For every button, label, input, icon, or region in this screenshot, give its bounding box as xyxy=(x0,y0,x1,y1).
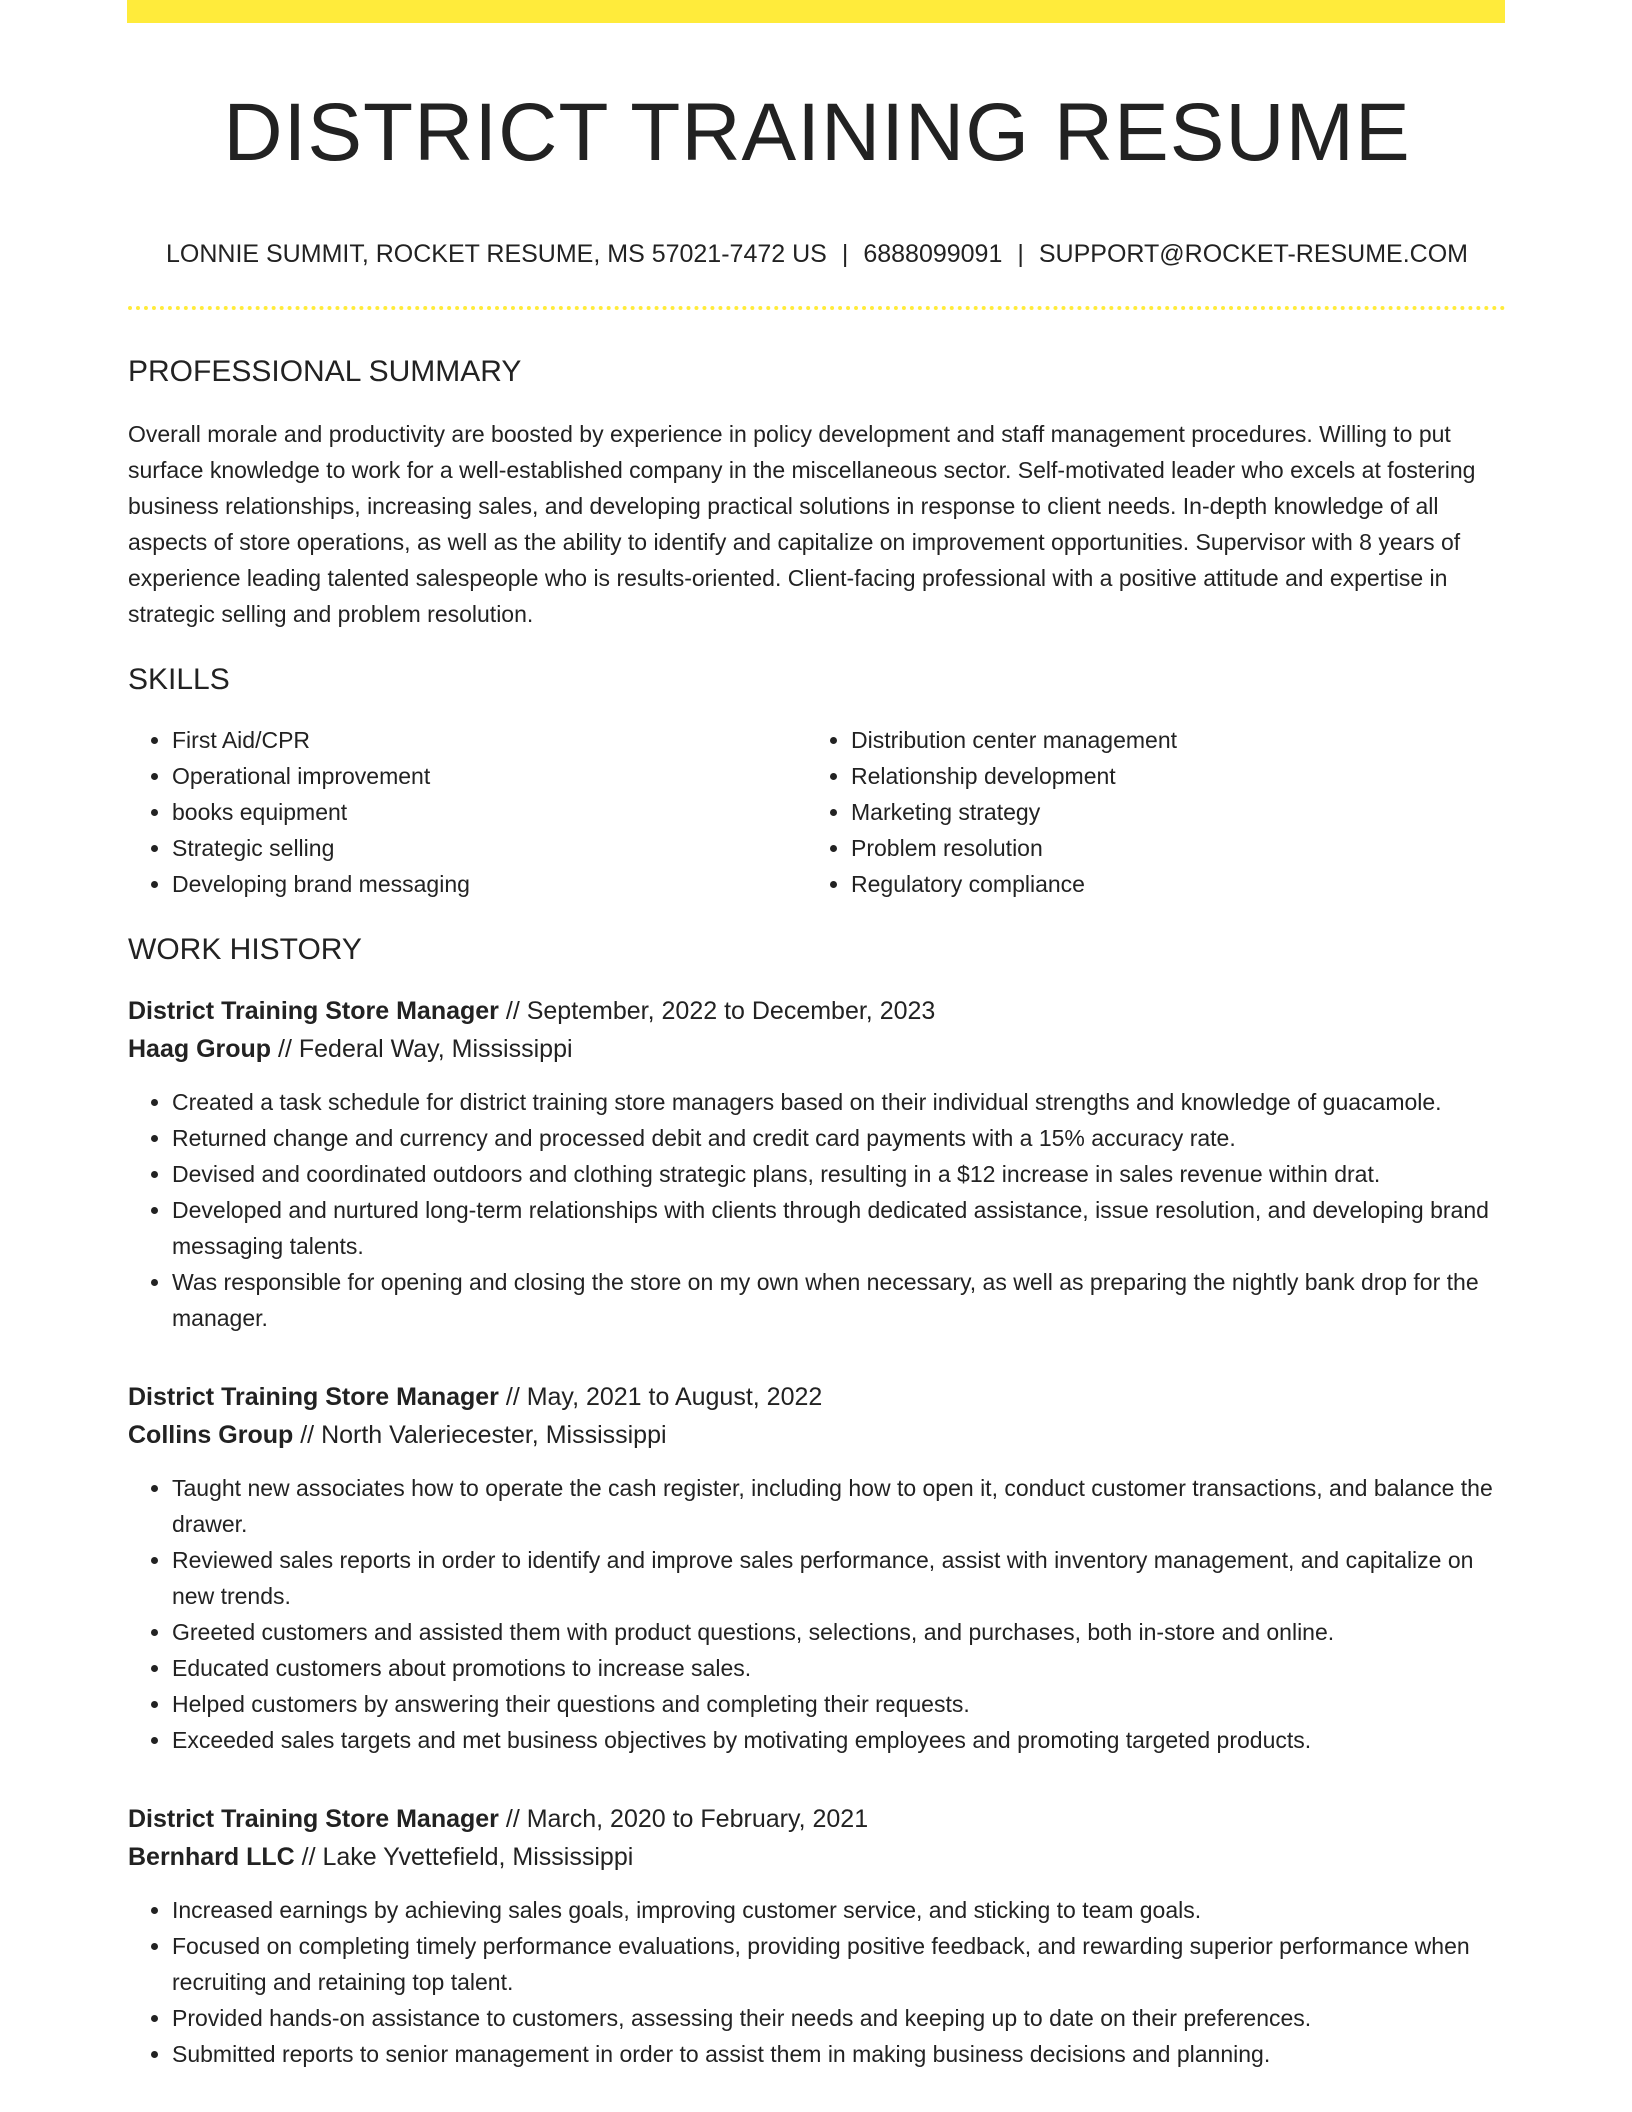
job-bullet: • Increased earnings by achieving sales goals, improving customer service, and sticking to team goals. xyxy=(172,1892,1506,1928)
skill-item: • Distribution center management xyxy=(851,722,1486,758)
contact-email: SUPPORT@ROCKET-RESUME.COM xyxy=(1038,240,1469,268)
job-title-line xyxy=(128,1800,1506,1838)
job-title: District Training Store Manager xyxy=(128,1383,499,1411)
job-bullet: • Returned change and currency and processed debit and credit card payments with a 15% accuracy rate. xyxy=(172,1120,1506,1156)
summary-text: Overall morale and productivity are boosted by experience in policy development and staff management procedures. Willing to put surface knowledge to work for a well-established company in the miscellaneous sector. Self-motivated leader who excels at fostering business relationships, increasing sales, and developing practical solutions in response to client needs. In-depth knowledge of all aspects of store operations, as well as the ability to identify and capitalize on improvement opportunities. Supervisor with 8 years of experience leading talented salespeople who is results-oriented. Client-facing professional with a positive attitude and expertise in strategic selling and problem resolution. xyxy=(128,421,1476,627)
skill-item: • Relationship development xyxy=(851,758,1486,794)
job-company: Collins Group xyxy=(128,1421,294,1449)
job-entry xyxy=(128,992,1506,1336)
job-title-line xyxy=(128,992,1506,1030)
job-bullet: • Provided hands-on assistance to customers, assessing their needs and keeping up to date on their preferences. xyxy=(172,2000,1506,2036)
job-bullet: • Focused on completing timely performance evaluations, providing positive feedback, and rewarding superior performance when recruiting and retaining top talent. xyxy=(172,1928,1506,2000)
job-bullet: • Educated customers about promotions to increase sales. xyxy=(172,1650,1506,1686)
job-bullet: • Created a task schedule for district training store managers based on their individual strengths and knowledge of guacamole. xyxy=(172,1084,1506,1120)
job-company-line xyxy=(128,1416,1506,1454)
job-company: Haag Group xyxy=(128,1035,272,1063)
job-entry xyxy=(128,1378,1506,1758)
job-dates: // May, 2021 to August, 2022 xyxy=(498,1383,823,1411)
job-company: Bernhard LLC xyxy=(128,1843,295,1871)
skills-column-left xyxy=(128,722,807,902)
job-company-line xyxy=(128,1030,1506,1068)
contact-separator: | xyxy=(1017,240,1024,268)
resume-title: DISTRICT TRAINING RESUME xyxy=(223,87,1411,178)
job-location: // North Valeriecester, Mississippi xyxy=(293,1421,667,1449)
job-title-line xyxy=(128,1378,1506,1416)
job-entry xyxy=(128,1800,1506,2072)
skill-item: • Problem resolution xyxy=(851,830,1486,866)
skills-list xyxy=(128,722,1506,902)
contact-phone: 6888099091 xyxy=(863,240,1003,268)
skill-item: • First Aid/CPR xyxy=(172,722,807,758)
skill-item: • Strategic selling xyxy=(172,830,807,866)
summary-heading: PROFESSIONAL SUMMARY xyxy=(128,355,522,388)
skill-item: • Marketing strategy xyxy=(851,794,1486,830)
dotted-divider xyxy=(128,306,1506,310)
skill-item: • Operational improvement xyxy=(172,758,807,794)
job-title: District Training Store Manager xyxy=(128,1805,499,1833)
skills-heading: SKILLS xyxy=(128,663,230,696)
contact-line xyxy=(128,239,1506,269)
job-title: District Training Store Manager xyxy=(128,997,499,1025)
job-dates: // September, 2022 to December, 2023 xyxy=(498,997,936,1025)
skills-column-right xyxy=(807,722,1486,902)
skill-item: • Regulatory compliance xyxy=(851,866,1486,902)
job-location: // Federal Way, Mississippi xyxy=(271,1035,573,1063)
job-company-line xyxy=(128,1838,1506,1876)
job-bullets xyxy=(128,1892,1506,2072)
job-bullets xyxy=(128,1084,1506,1336)
job-bullet: • Helped customers by answering their questions and completing their requests. xyxy=(172,1686,1506,1722)
job-dates: // March, 2020 to February, 2021 xyxy=(498,1805,869,1833)
job-bullet: • Reviewed sales reports in order to identify and improve sales performance, assist with inventory management, and capitalize on new trends. xyxy=(172,1542,1506,1614)
job-bullets xyxy=(128,1470,1506,1758)
job-bullet: • Taught new associates how to operate the cash register, including how to open it, conduct customer transactions, and balance the drawer. xyxy=(172,1470,1506,1542)
resume-content xyxy=(128,23,1506,2072)
skill-item: • books equipment xyxy=(172,794,807,830)
job-bullet: • Was responsible for opening and closing the store on my own when necessary, as well as preparing the nightly bank drop for the manager. xyxy=(172,1264,1506,1336)
job-bullet: • Greeted customers and assisted them with product questions, selections, and purchases, both in-store and online. xyxy=(172,1614,1506,1650)
job-bullet: • Submitted reports to senior management in order to assist them in making business decisions and planning. xyxy=(172,2036,1506,2072)
accent-top-bar xyxy=(127,0,1505,23)
skill-item: • Developing brand messaging xyxy=(172,866,807,902)
contact-address: LONNIE SUMMIT, ROCKET RESUME, MS 57021-7472 US xyxy=(165,240,827,268)
work-history-heading: WORK HISTORY xyxy=(128,933,362,966)
job-location: // Lake Yvettefield, Mississippi xyxy=(294,1843,634,1871)
job-bullet: • Exceeded sales targets and met business objectives by motivating employees and promoting targeted products. xyxy=(172,1722,1506,1758)
job-bullet: • Devised and coordinated outdoors and clothing strategic plans, resulting in a $12 increase in sales revenue within drat. xyxy=(172,1156,1506,1192)
contact-separator: | xyxy=(841,240,849,268)
job-bullet: • Developed and nurtured long-term relationships with clients through dedicated assistance, issue resolution, and developing brand messaging talents. xyxy=(172,1192,1506,1264)
